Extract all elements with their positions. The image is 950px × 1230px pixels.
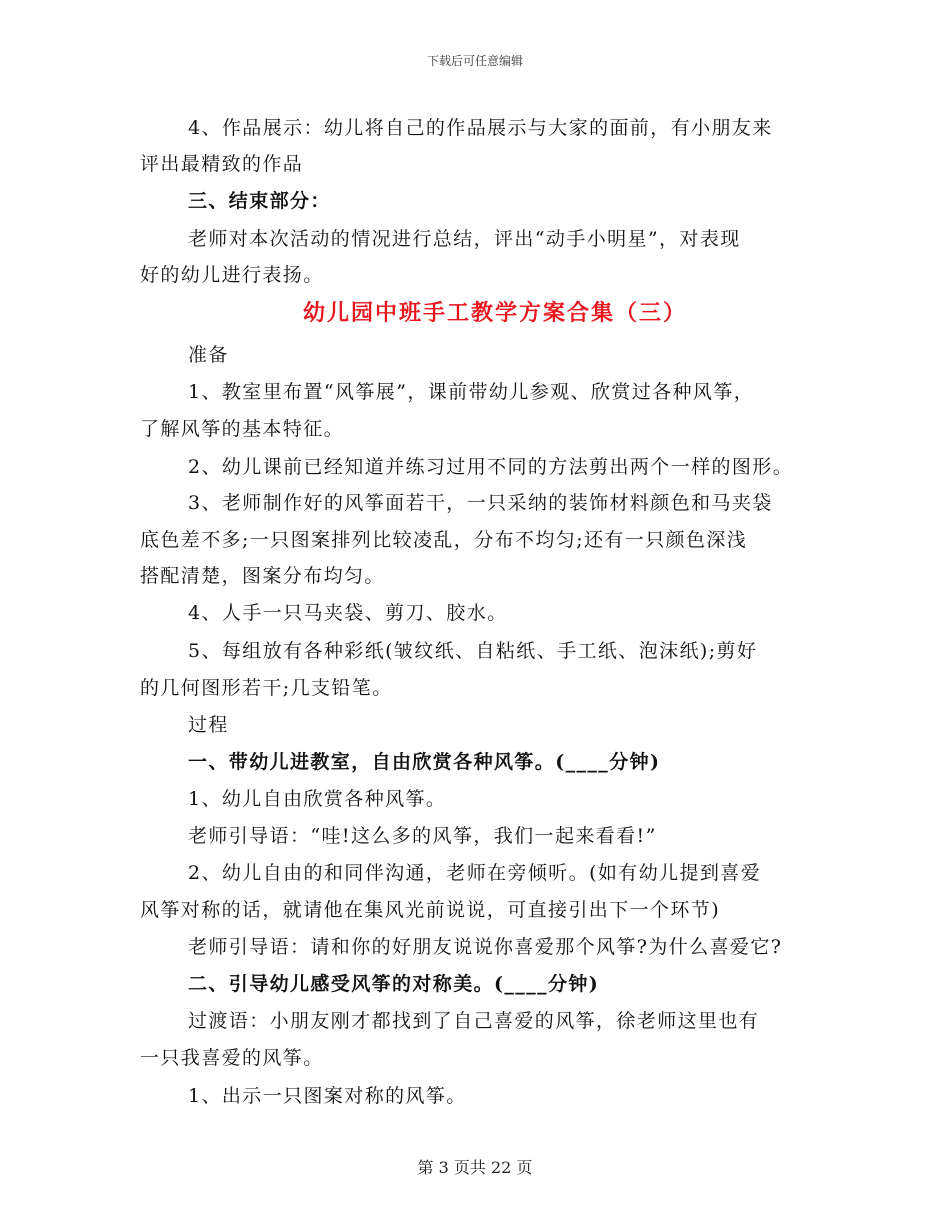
paragraph-line: 2、幼儿自由的和同伴沟通，老师在旁倾听。(如有幼儿提到喜爱 (188, 862, 762, 884)
paragraph-line: 老师引导语：“哇!这么多的风筝，我们一起来看看!” (188, 825, 657, 847)
section-heading: 三、结束部分： (188, 190, 331, 212)
paragraph-line: 4、人手一只马夹袋、剪刀、胶水。 (188, 602, 508, 624)
paragraph-line: 3、老师制作好的风筝面若干，一只采纳的装饰材料颜色和马夹袋 (188, 492, 773, 514)
header-note: 下载后可任意编辑 (426, 54, 523, 68)
paragraph-line: 1、教室里布置“风筝展”，课前带幼儿参观、欣赏过各种风筝， (188, 381, 755, 403)
paragraph-line: 过渡语：小朋友刚才都找到了自己喜爱的风筝，徐老师这里也有 (188, 1010, 760, 1032)
paragraph-line: 好的幼儿进行表扬。 (140, 264, 324, 286)
paragraph-line: 一只我喜爱的风筝。 (140, 1047, 324, 1069)
document-title: 幼儿园中班手工教学方案合集（三） (302, 300, 687, 326)
paragraph-line: 准备 (188, 344, 229, 366)
paragraph-line: 风筝对称的话，就请他在集风光前说说，可直接引出下一个环节) (140, 899, 721, 921)
paragraph-line: 的几何图形若干;几支铅笔。 (140, 677, 393, 699)
paragraph-line: 过程 (188, 714, 229, 736)
page-number: 第 3 页共 22 页 (417, 1158, 533, 1177)
paragraph-line: 1、出示一只图案对称的风筝。 (188, 1085, 467, 1107)
paragraph-line: 评出最精致的作品 (140, 153, 304, 175)
section-heading: 一、带幼儿进教室，自由欣赏各种风筝。(____分钟) (188, 751, 661, 773)
section-heading: 二、引导幼儿感受风筝的对称美。(____分钟) (188, 973, 600, 995)
paragraph-line: 搭配清楚，图案分布均匀。 (140, 565, 385, 587)
paragraph-line: 了解风筝的基本特征。 (140, 418, 345, 440)
paragraph-line: 老师引导语：请和你的好朋友说说你喜爱那个风筝?为什么喜爱它? (188, 936, 783, 958)
paragraph-line: 4、作品展示：幼儿将自己的作品展示与大家的面前，有小朋友来 (188, 117, 773, 139)
paragraph-line: 2、幼儿课前已经知道并练习过用不同的方法剪出两个一样的图形。 (188, 456, 794, 478)
paragraph-line: 5、每组放有各种彩纸(皱纹纸、自粘纸、手工纸、泡沫纸);剪好 (188, 640, 758, 662)
paragraph-line: 老师对本次活动的情况进行总结，评出“动手小明星”，对表现 (188, 228, 741, 250)
paragraph-line: 1、幼儿自由欣赏各种风筝。 (188, 788, 447, 810)
paragraph-line: 底色差不多;一只图案排列比较凌乱，分布不均匀;还有一只颜色深浅 (140, 529, 748, 551)
